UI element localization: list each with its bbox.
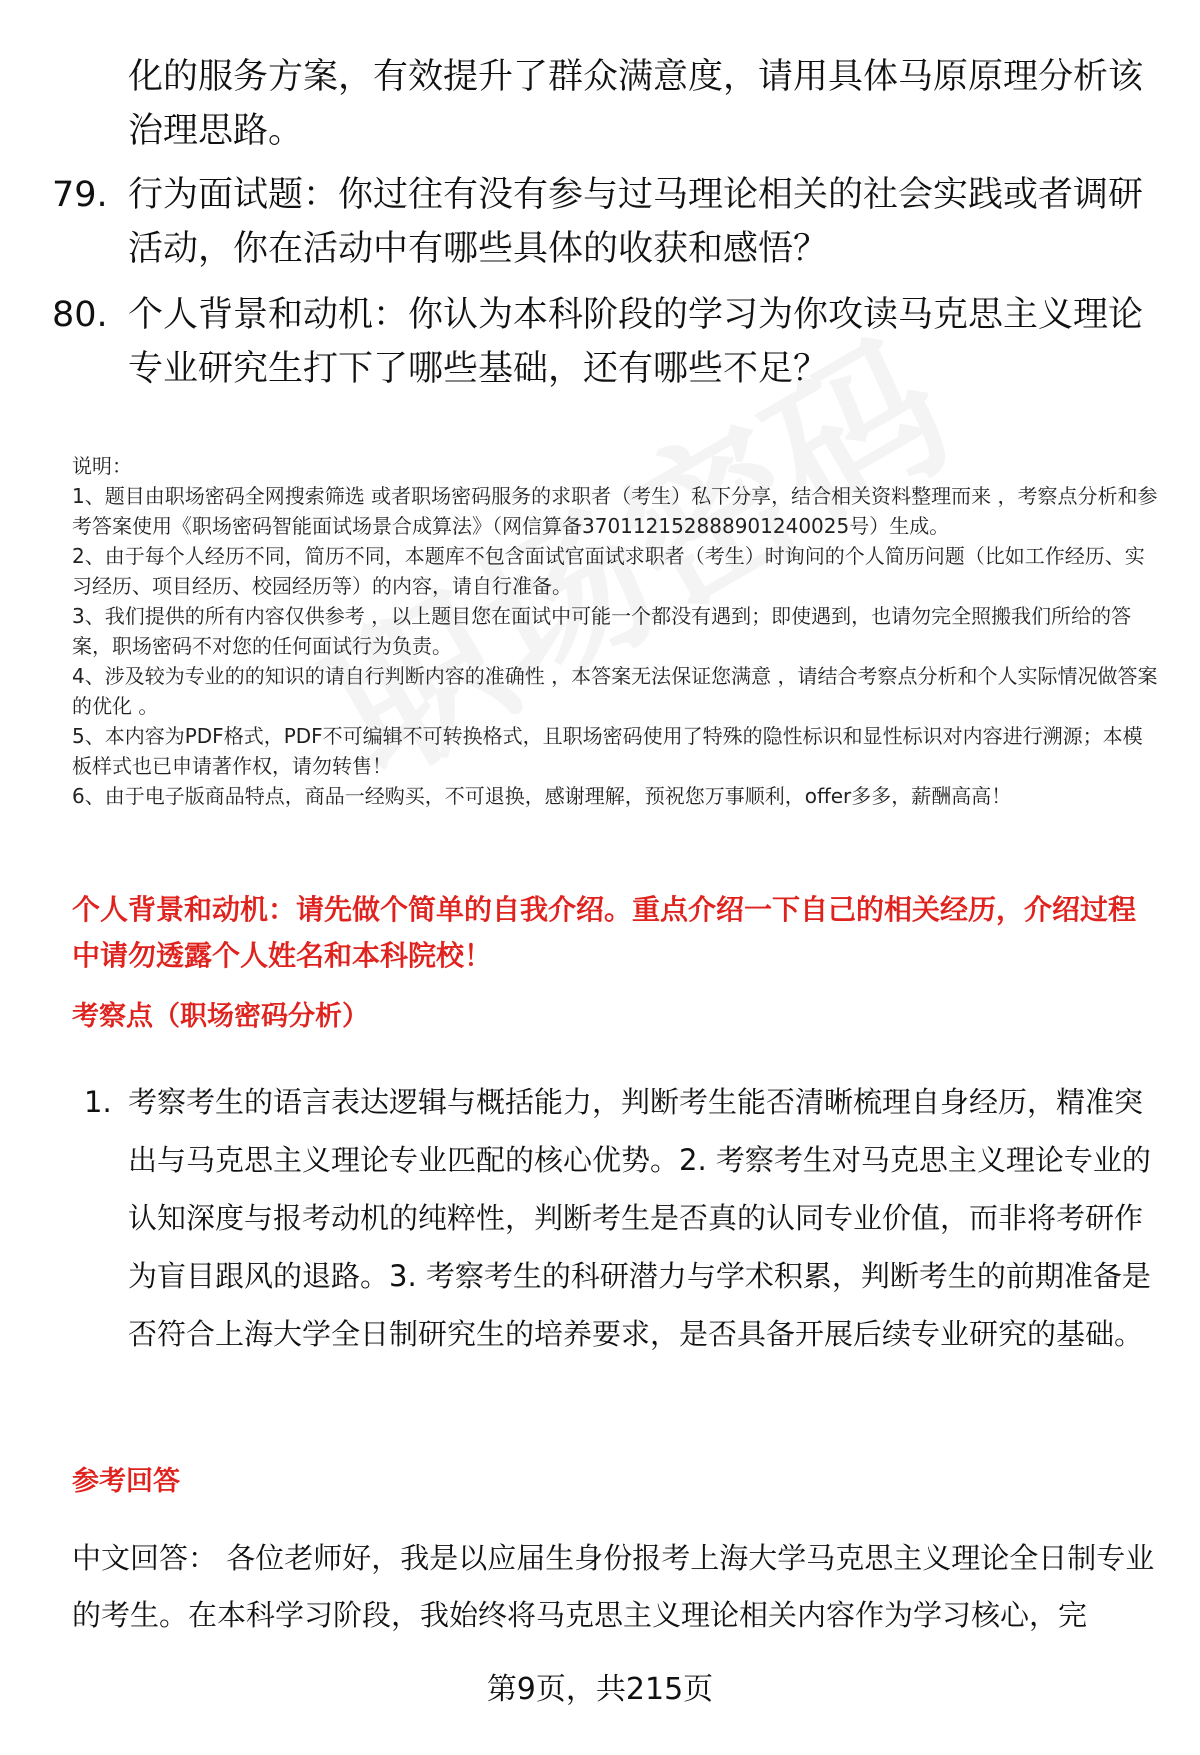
page-footer: 第9页，共215页 [486, 1672, 714, 1707]
list-item-number: 1. [84, 1085, 112, 1119]
note-item: 1、题目由职场密码全网搜索筛选 或者职场密码服务的求职者（考生）私下分享，结合相关资料整理而来 ，考察点分析和参考答案使用《职场密码智能面试场景合成算法》（网信算备370112152888901240025号）生成。 [72, 484, 1158, 538]
question-number: 79. [52, 175, 108, 215]
analysis-title: 考察点（职场密码分析） [72, 1001, 369, 1032]
analysis-text: 考察考生的语言表达逻辑与概括能力，判断考生能否清晰梳理自身经历，精准突出与马克思主义理论专业匹配的核心优势。2. 考察考生对马克思主义理论专业的认知深度与报考动机的纯粹性，判断考生是否真的认同专业价值，而非将考研作为盲目跟风的退路。3. 考察考生的科研潜力与学术积累，判断考生的前期准备是否符合上海大学全日制研究生的培养要求，是否具备开展后续专业研究的基础。 [128, 1085, 1151, 1351]
highlighted-question: 个人背景和动机：请先做个简单的自我介绍。重点介绍一下自己的相关经历，介绍过程中请勿透露个人姓名和本科院校！ [72, 893, 1137, 972]
notes-heading: 说明： [72, 454, 132, 478]
reference-answer-text: 中文回答： 各位老师好，我是以应届生身份报考上海大学马克思主义理论全日制专业的考生。在本科学习阶段，我始终将马克思主义理论相关内容作为学习核心，完 [72, 1541, 1155, 1632]
disclaimer-notes [72, 451, 1162, 811]
question-text: 行为面试题：你过往有没有参与过马理论相关的社会实践或者调研活动，你在活动中有哪些具体的收获和感悟？ [128, 175, 1144, 269]
note-item: 2、由于每个人经历不同，简历不同，本题库不包含面试官面试求职者（考生）时询问的个人简历问题（比如工作经历、实习经历、项目经历、校园经历等）的内容，请自行准备。 [72, 544, 1145, 598]
note-item: 4、涉及较为专业的的知识的请自行判断内容的准确性 ，本答案无法保证您满意 ，请结合考察点分析和个人实际情况做答案的优化 。 [72, 664, 1158, 718]
note-item: 5、本内容为PDF格式，PDF不可编辑不可转换格式，且职场密码使用了特殊的隐性标识和显性标识对内容进行溯源；本模板样式也已申请著作权，请勿转售！ [72, 724, 1143, 778]
question-text: 个人背景和动机：你认为本科阶段的学习为你攻读马克思主义理论专业研究生打下了哪些基础，还有哪些不足？ [128, 295, 1144, 389]
note-item: 3、我们提供的所有内容仅供参考 ，以上题目您在面试中可能一个都没有遇到；即使遇到，也请勿完全照搬我们所给的答案，职场密码不对您的任何面试行为负责。 [72, 604, 1132, 658]
question-text: 化的服务方案，有效提升了群众满意度，请用具体马原原理分析该治理思路。 [128, 57, 1144, 151]
question-number: 80. [52, 295, 108, 335]
note-item: 6、由于电子版商品特点，商品一经购买，不可退换，感谢理解，预祝您万事顺利，offer多多，薪酬高高！ [72, 784, 1012, 808]
reference-answer-title: 参考回答 [72, 1466, 180, 1497]
